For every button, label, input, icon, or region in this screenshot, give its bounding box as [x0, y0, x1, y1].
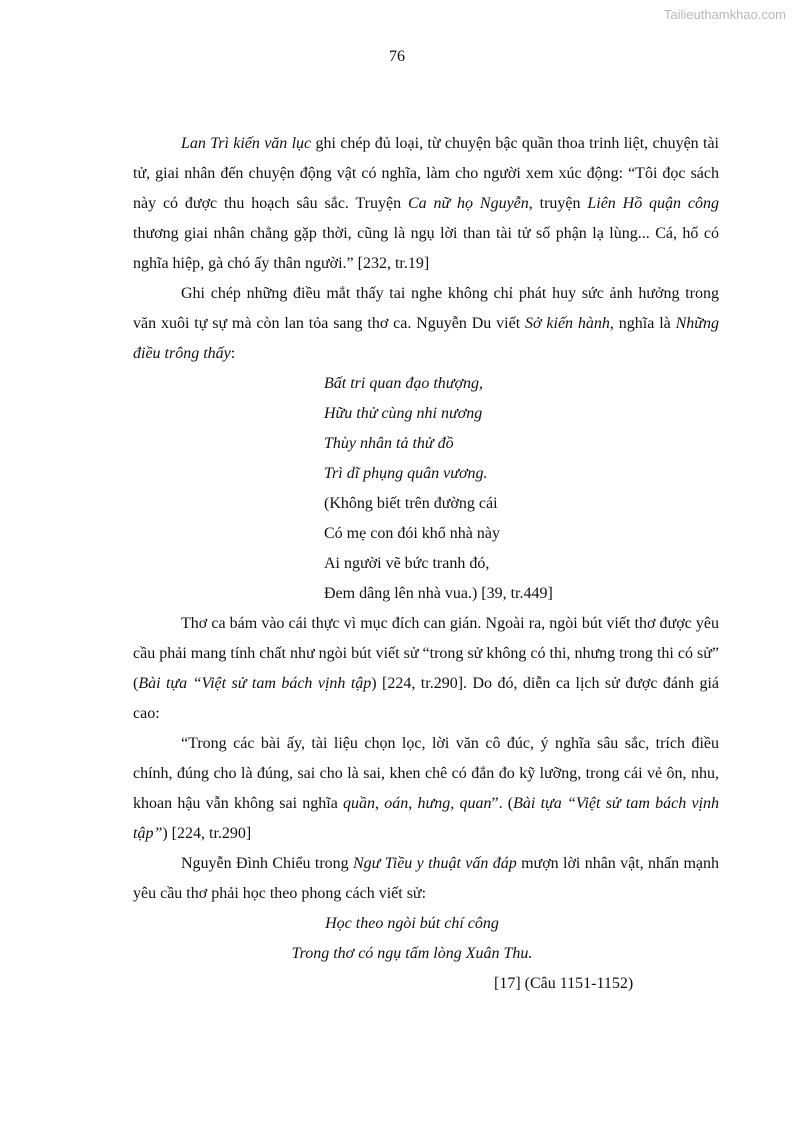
paragraph-poetry-history [133, 609, 719, 729]
verse-text: Hữu thử cùng nhi nương [324, 405, 483, 422]
poem-line [133, 429, 719, 459]
text-run: Ghi chép những điều mắt thấy tai nghe không chỉ phát huy sức ảnh hưởng trong văn xuôi tự sự mà còn lan tỏa sang thơ ca. Nguyễn Du viết [133, 285, 719, 332]
text-run: ) [224, tr.290] [162, 825, 252, 842]
text-run: ghi chép đủ loại, từ chuyện bậc quần thoa trinh liệt, chuyện tài tử, giai nhân đến chuyện động vật có nghĩa, làm cho người xem xúc động: “Tôi đọc sách này có được thu hoạch sâu sắc. Truyện [133, 135, 719, 212]
poem-title: Sở kiến hành [525, 315, 610, 332]
text-run: ) [224, tr.290]. Do đó, diễn ca lịch sử được đánh giá cao: [133, 675, 719, 722]
page-number: 76 [389, 48, 405, 65]
story-title: Ca nữ họ Nguyễn [407, 195, 529, 212]
page-body [133, 129, 719, 999]
poem-translation-line: Ai người vẽ bức tranh đó, [324, 555, 490, 572]
watermark: Tailieuthamkhao.com [663, 7, 786, 22]
text-run: Thơ ca bám vào cái thực vì mục đích can gián. Ngoài ra, ngòi bút viết thơ được yêu cầu phải mang tính chất như ngòi bút viết sử “trong sử không có thi, nhưng trong thi có sử” ( [133, 615, 719, 692]
text-run: “Trong các bài ấy, tài liệu chọn lọc, lời văn cô đúc, ý nghĩa sâu sắc, trích điều chính, đúng cho là đúng, sai cho là sai, khen chê có đắn đo kỹ lưỡng, trong cái vẻ ôn, nhu, khoan hậu vẫn không sai nghĩa [133, 735, 719, 812]
work-title: Ngư Tiều y thuật vấn đáp [353, 855, 517, 872]
source-title: Bài tựa “Việt sử tam bách vịnh tập [138, 675, 372, 692]
story-title: Liên Hồ quận công [587, 195, 719, 212]
verse-text: Bất tri quan đạo thượng, [324, 375, 484, 392]
text-run: : [230, 345, 236, 362]
poem-translation-line: Có mẹ con đói khổ nhà này [324, 525, 500, 542]
text-run: , truyện [528, 195, 588, 212]
couplet-citation: [17] (Câu 1151-1152) [494, 975, 634, 992]
text-run: Nguyễn Đình Chiểu trong [181, 855, 353, 872]
source-title: Bài tựa “Việt sử tam bách vịnh tập” [133, 795, 720, 842]
text-run: ”. ( [491, 795, 514, 812]
paragraph-lan-tri [133, 129, 719, 279]
couplet-line: Học theo ngòi bút chí công [325, 915, 499, 932]
paragraph-nguyen-dinh-chieu [133, 849, 719, 909]
text-run: , nghĩa là [609, 315, 676, 332]
poem-line [133, 369, 719, 399]
paragraph-quotation [133, 729, 719, 849]
paragraph-nguyen-du [133, 279, 719, 369]
couplet-line: Trong thơ có ngụ tấm lòng Xuân Thu. [291, 945, 533, 962]
verse-text: Trì dĩ phụng quân vương. [324, 465, 488, 482]
text-run: mượn lời nhân vật, nhấn mạnh yêu cầu thơ phải học theo phong cách viết sử: [133, 855, 719, 902]
poem-line [133, 459, 719, 489]
poem-translation-line: Đem dâng lên nhà vua.) [39, tr.449] [324, 585, 553, 602]
book-title: Lan Trì kiến văn lục [181, 135, 312, 152]
text-run: thương giai nhân chẳng gặp thời, cũng là ngụ lời than tài tử số phận lạ lùng... Cá, hổ có nghĩa hiệp, gà chó ấy thân người.” [232, tr.19] [133, 225, 719, 272]
poem-line [133, 399, 719, 429]
verse-text: Thùy nhân tả thử đồ [324, 435, 454, 452]
poem-translation-line: (Không biết trên đường cái [324, 495, 498, 512]
emphasis-text: quần, oán, hưng, quan [343, 795, 492, 812]
poem-title-translation: Những điều trông thấy [133, 315, 720, 362]
